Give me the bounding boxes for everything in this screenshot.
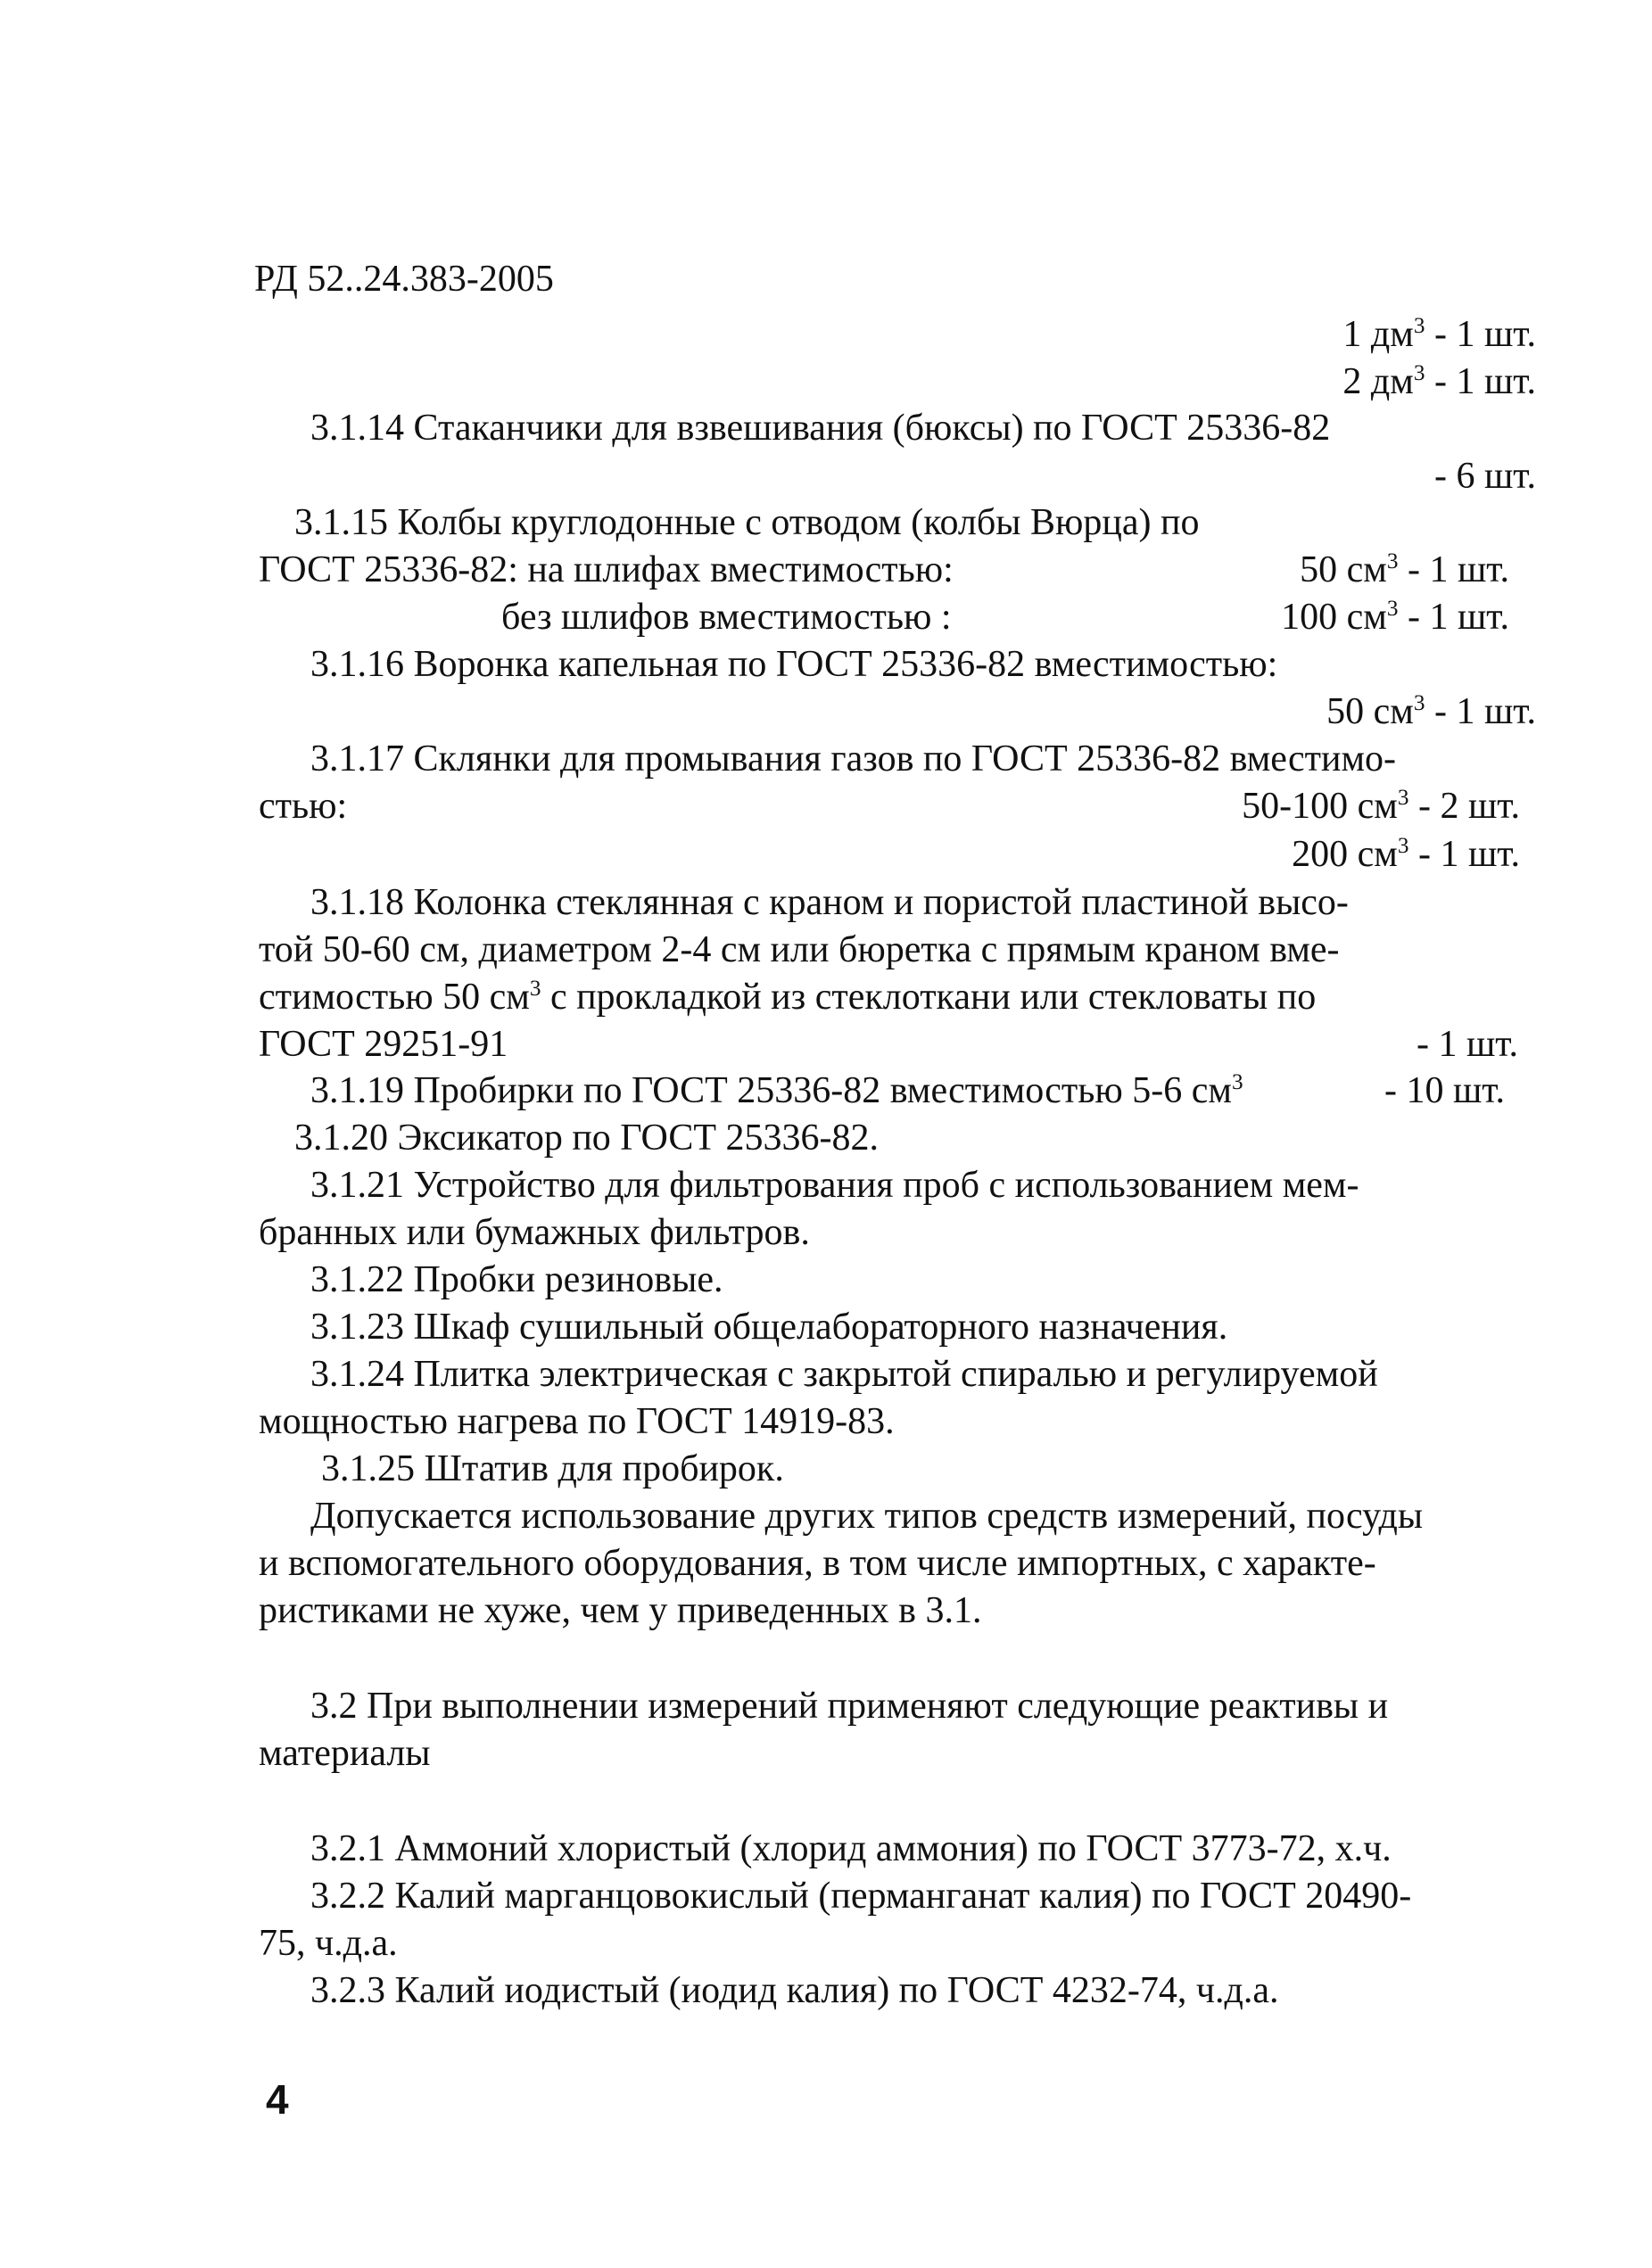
item-3-1-17-line-1: 3.1.17 Склянки для промывания газов по ГОСТ 25336-82 вместимо- bbox=[310, 738, 1397, 779]
item-3-1-15-line-3: без шлифов вместимостью : bbox=[501, 597, 952, 638]
document-code: РД 52..24.383-2005 bbox=[254, 259, 554, 300]
item-3-1-17-volume-50-100: 50-100 $см^3 - 2$ шт. bbox=[1242, 785, 1520, 827]
item-3-1-15-line-2: ГОСТ 25336-82: на шлифах вместимостью: bbox=[259, 549, 954, 590]
item-3-1-18-line-3: стимостью 50 $см^3$ с прокладкой из стеклоткани или стекловаты по bbox=[259, 976, 1317, 1018]
item-3-1-18-line-4: ГОСТ 29251-91 bbox=[259, 1024, 508, 1065]
section-3-2-line-1: 3.2 При выполнении измерений применяют следующие реактивы и bbox=[310, 1686, 1389, 1727]
item-3-2-22: 3.1.22 Пробки резиновые. bbox=[310, 1259, 723, 1300]
item-3-1-17-line-2: стью: bbox=[259, 786, 348, 827]
item-3-1-24-line-2: мощностью нагрева по ГОСТ 14919-83. bbox=[259, 1401, 895, 1442]
item-3-1-15-line-1: 3.1.15 Колбы круглодонные с отводом (колбы Вюрца) по bbox=[294, 502, 1200, 543]
item-3-1-20: 3.1.20 Эксикатор по ГОСТ 25336-82. bbox=[294, 1118, 880, 1159]
item-3-2-2-line-1: 3.2.2 Калий марганцовокислый (перманганат калия) по ГОСТ 20490- bbox=[310, 1876, 1412, 1917]
note-line-3: ристиками не хуже, чем у приведенных в 3.1. bbox=[259, 1590, 982, 1631]
item-3-1-25: 3.1.25 Штатив для пробирок. bbox=[321, 1448, 784, 1489]
item-3-1-14-qty: - 6 шт. bbox=[1433, 456, 1536, 497]
note-line-1: Допускается использование других типов средств измерений, посуды bbox=[310, 1496, 1424, 1537]
item-3-1-16-volume: 50 $см^3 - 1$ шт. bbox=[1326, 690, 1536, 732]
volume-line-1dm3: 1 $дм^3 - 1$ шт. bbox=[1342, 313, 1536, 355]
item-3-1-16-line-1: 3.1.16 Воронка капельная по ГОСТ 25336-82 вместимостью: bbox=[310, 644, 1278, 685]
volume-line-2dm3: 2 $дм^3 - 1$ шт. bbox=[1342, 360, 1536, 402]
item-3-1-15-volume-100: 100 $см^3 - 1$ шт. bbox=[1281, 596, 1509, 638]
item-3-1-18-line-1: 3.1.18 Колонка стеклянная с краном и пористой пластиной высо- bbox=[310, 882, 1349, 923]
item-3-1-19-qty: - 10 шт. bbox=[1384, 1070, 1505, 1111]
item-3-1-18-line-2: той 50-60 см, диаметром 2-4 см или бюретка с прямым краном вме- bbox=[259, 929, 1340, 970]
item-3-1-14-line-1: 3.1.14 Стаканчики для взвешивания (бюксы) по ГОСТ 25336-82 bbox=[310, 408, 1331, 449]
item-3-1-21-line-2: бранных или бумажных фильтров. bbox=[259, 1212, 810, 1253]
item-3-1-15-volume-50: 50 $см^3 - 1$ шт. bbox=[1300, 548, 1509, 590]
item-3-1-17-volume-200: 200 $см^3 - 1$ шт. bbox=[1292, 833, 1520, 875]
item-3-1-24-line-1: 3.1.24 Плитка электрическая с закрытой спиралью и регулируемой bbox=[310, 1354, 1378, 1395]
item-3-2-2-line-2: 75, ч.д.а. bbox=[259, 1923, 398, 1964]
item-3-1-21-line-1: 3.1.21 Устройство для фильтрования проб с использованием мем- bbox=[310, 1165, 1359, 1206]
note-line-2: и вспомогательного оборудования, в том числе импортных, с характе- bbox=[259, 1543, 1376, 1584]
item-3-2-1: 3.2.1 Аммоний хлористый (хлорид аммония) по ГОСТ 3773-72, х.ч. bbox=[310, 1828, 1392, 1869]
item-3-1-19: 3.1.19 Пробирки по ГОСТ 25336-82 вместимостью 5-6 $см^3$ bbox=[310, 1069, 1243, 1111]
item-3-2-3: 3.2.3 Калий иодистый (иодид калия) по ГОСТ 4232-74, ч.д.а. bbox=[310, 1970, 1279, 2011]
page-number: 4 bbox=[266, 2076, 289, 2123]
item-3-1-23: 3.1.23 Шкаф сушильный общелабораторного назначения. bbox=[310, 1307, 1228, 1348]
section-3-2-line-2: материалы bbox=[259, 1733, 431, 1774]
item-3-1-18-qty: - 1 шт. bbox=[1416, 1024, 1518, 1065]
